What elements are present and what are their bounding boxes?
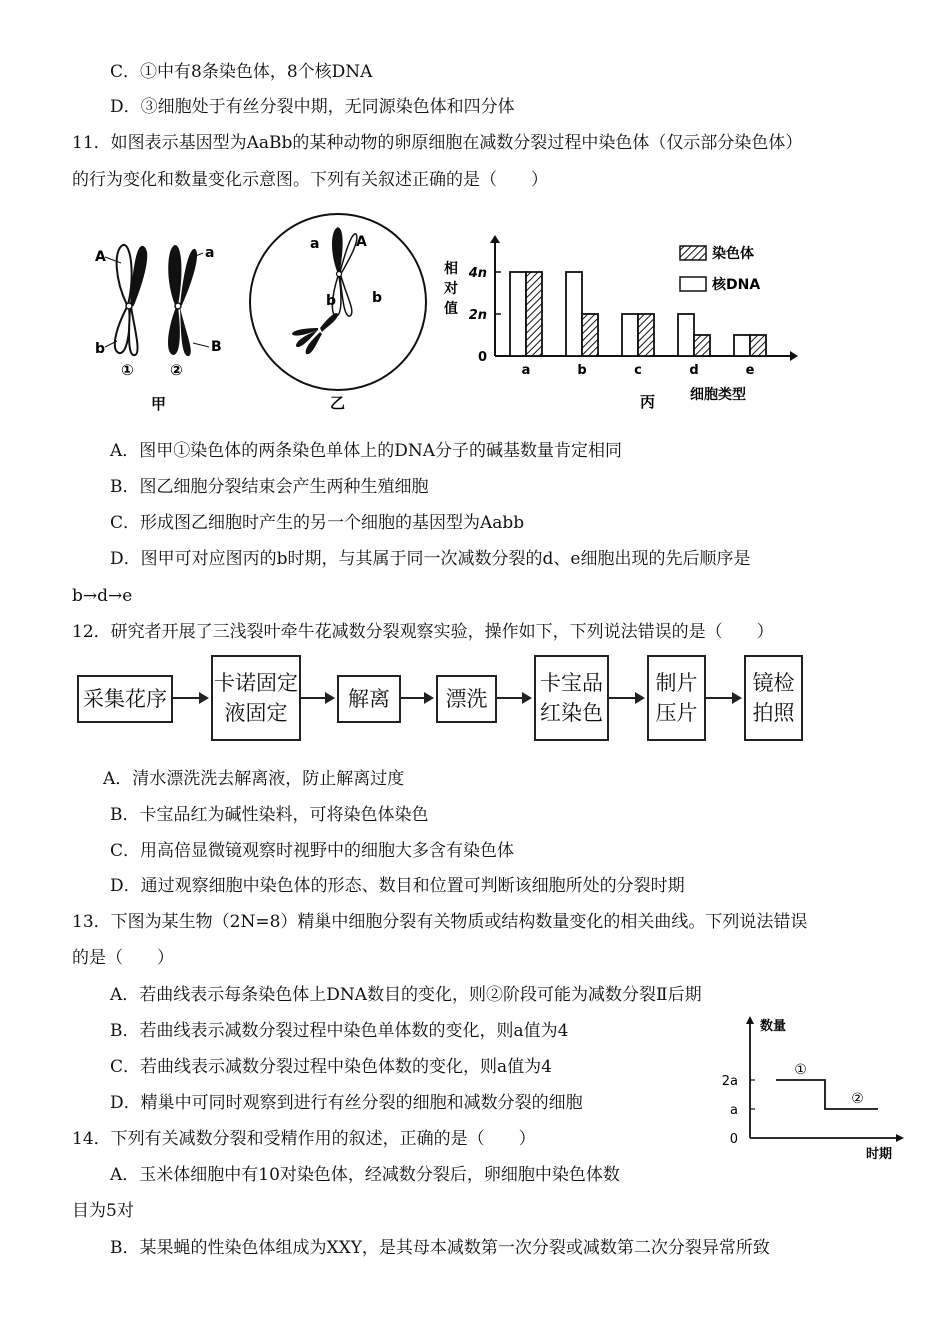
y-tick-label: 2a — [721, 1074, 738, 1089]
q11-option-c: C．形成图乙细胞时产生的另一个细胞的基因型为Aabb — [110, 513, 525, 533]
q11-stem-line1: 11．如图表示基因型为AaBb的某种动物的卵原细胞在减数分裂过程中染色体（仅示部分染色体） — [72, 133, 803, 153]
q13-stem-line2: 的是（ ） — [72, 948, 174, 968]
gene-label-A: A — [356, 234, 367, 250]
chromosome-label-1: ① — [121, 361, 134, 379]
figure-caption-jia: 甲 — [151, 395, 167, 413]
segment-label-2: ② — [851, 1091, 864, 1107]
chromosome-2 — [168, 245, 197, 356]
flow-step-7-text-2: 拍照 — [752, 701, 795, 725]
y-tick-label: 0 — [729, 1132, 738, 1147]
q11-option-d-line1: D．图甲可对应图丙的b时期，与其属于同一次减数分裂的d、e细胞出现的先后顺序是 — [110, 549, 751, 569]
flow-step-4-text: 漂洗 — [445, 687, 488, 711]
bar-chromosome-d — [694, 335, 710, 356]
y-tick-label: 0 — [477, 350, 487, 365]
gene-label-B: B — [211, 339, 222, 355]
q13-option-a: A．若曲线表示每条染色体上DNA数目的变化，则②阶段可能为减数分裂Ⅱ后期 — [110, 985, 702, 1005]
q10-option-c: C．①中有8条染色体，8个核DNA — [110, 62, 373, 82]
chart-title: 丙 — [640, 393, 656, 411]
figure-yi — [238, 210, 438, 415]
y-tick-label: a — [730, 1103, 738, 1118]
flow-arrow — [704, 697, 740, 699]
bar-dna-e — [734, 335, 750, 356]
q13-option-d: D．精巢中可同时观察到进行有丝分裂的细胞和减数分裂的细胞 — [110, 1093, 583, 1113]
x-axis-arrow — [896, 1134, 904, 1142]
q11-option-a: A．图甲①染色体的两条染色单体上的DNA分子的碱基数量肯定相同 — [110, 441, 623, 461]
chromosome-1 — [115, 245, 146, 355]
x-axis-label: 时期 — [866, 1147, 893, 1162]
flow-step-6 — [647, 655, 706, 741]
y-axis-label-char: 值 — [444, 301, 458, 317]
q12-stem: 12．研究者开展了三浅裂叶牵牛花减数分裂观察实验，操作如下，下列说法错误的是（ ） — [72, 622, 774, 642]
flow-step-7 — [744, 655, 803, 741]
flow-step-2-text-1: 卡诺固定 — [214, 671, 298, 695]
y-axis-label: 数量 — [760, 1019, 787, 1034]
x-axis-arrow — [790, 351, 798, 361]
q14-option-a-line1: A．玉米体细胞中有10对染色体，经减数分裂后，卵细胞中染色体数 — [110, 1165, 620, 1185]
bar-dna-c — [622, 314, 638, 356]
flow-arrow — [171, 697, 207, 699]
gene-label-b-right: b — [372, 290, 383, 306]
gene-label-a: a — [310, 236, 320, 252]
q12-option-b: B．卡宝品红为碱性染料，可将染色体染色 — [110, 805, 429, 825]
q13-option-b: B．若曲线表示减数分裂过程中染色单体数的变化，则a值为4 — [110, 1021, 569, 1041]
q11-option-d-line2: b→d→e — [72, 586, 133, 606]
legend-swatch-dna — [680, 277, 706, 291]
q11-option-b: B．图乙细胞分裂结束会产生两种生殖细胞 — [110, 477, 429, 497]
y-axis-arrow — [490, 235, 500, 243]
gene-label-A: A — [95, 249, 106, 265]
flow-step-5 — [534, 655, 609, 741]
legend-label-chromosome: 染色体 — [712, 246, 754, 262]
flow-arrow — [495, 697, 530, 699]
bar-chromosome-e — [750, 335, 766, 356]
x-tick-label: e — [745, 363, 755, 378]
q13-stem-line1: 13．下图为某生物（2N=8）精巢中细胞分裂有关物质或结构数量变化的相关曲线。下列说法错误 — [72, 912, 808, 932]
flow-step-7-text-1: 镜检 — [752, 671, 795, 695]
figure-jia — [85, 235, 235, 420]
bar-dna-a — [510, 272, 526, 356]
gene-label-b-left: b — [326, 293, 337, 309]
flow-step-6-text-2: 压片 — [655, 701, 698, 725]
q12-option-c: C．用高倍显微镜观察时视野中的细胞大多含有染色体 — [110, 841, 515, 861]
q12-option-a: A．清水漂洗洗去解离液，防止解离过度 — [103, 769, 405, 789]
q14-option-a-line2: 目为5对 — [72, 1201, 134, 1221]
legend-swatch-chromosome — [680, 246, 706, 260]
figure-bing-bar-chart — [440, 235, 800, 415]
flow-step-6-text-1: 制片 — [655, 671, 698, 695]
flow-step-5-text-2: 红染色 — [540, 701, 603, 725]
flow-arrow — [607, 697, 643, 699]
x-tick-label: d — [689, 363, 699, 378]
flow-arrow — [399, 697, 432, 699]
flow-step-4 — [436, 675, 497, 723]
gene-label-b: b — [95, 341, 106, 357]
x-axis-label: 细胞类型 — [690, 387, 746, 403]
q14-option-b: B．某果蝇的性染色体组成为XXY，是其母本减数第一次分裂或减数第二次分裂异常所致 — [110, 1238, 770, 1258]
x-tick-label: a — [521, 363, 531, 378]
x-tick-label: c — [634, 363, 642, 378]
chromosome-label-2: ② — [170, 361, 183, 379]
q11-stem-line2: 的行为变化和数量变化示意图。下列有关叙述正确的是（ ） — [72, 170, 548, 190]
y-axis-label-char: 相 — [444, 261, 458, 277]
q12-option-d: D．通过观察细胞中染色体的形态、数目和位置可判断该细胞所处的分裂时期 — [110, 876, 685, 896]
bar-dna-d — [678, 314, 694, 356]
q14-stem: 14．下列有关减数分裂和受精作用的叙述，正确的是（ ） — [72, 1129, 536, 1149]
flow-step-3 — [337, 675, 401, 723]
q13-step-curve-chart — [718, 1012, 908, 1162]
bar-chromosome-c — [638, 314, 654, 356]
flow-arrow — [299, 697, 333, 699]
y-tick-label: 2n — [468, 308, 487, 323]
y-axis-arrow — [746, 1016, 754, 1024]
segment-label-1: ① — [794, 1062, 807, 1078]
q13-option-c: C．若曲线表示减数分裂过程中染色体数的变化，则a值为4 — [110, 1057, 552, 1077]
figure-caption-yi: 乙 — [330, 394, 346, 412]
legend-label-dna: 核DNA — [712, 277, 761, 293]
flow-step-3-text: 解离 — [348, 687, 390, 711]
y-tick-label: 4n — [468, 266, 487, 281]
y-axis-label-char: 对 — [444, 281, 458, 297]
flow-step-5-text-1: 卡宝品 — [540, 671, 603, 695]
bar-dna-b — [566, 272, 582, 356]
flow-step-2 — [211, 655, 301, 741]
q10-option-d: D．③细胞处于有丝分裂中期，无同源染色体和四分体 — [110, 97, 515, 117]
bar-chromosome-a — [526, 272, 542, 356]
gene-label-a: a — [205, 245, 215, 261]
flow-step-2-text-2: 液固定 — [224, 701, 288, 725]
x-tick-label: b — [577, 363, 587, 378]
bar-chromosome-b — [582, 314, 598, 356]
flow-step-1-text: 采集花序 — [83, 687, 167, 711]
flow-step-1 — [77, 675, 173, 723]
